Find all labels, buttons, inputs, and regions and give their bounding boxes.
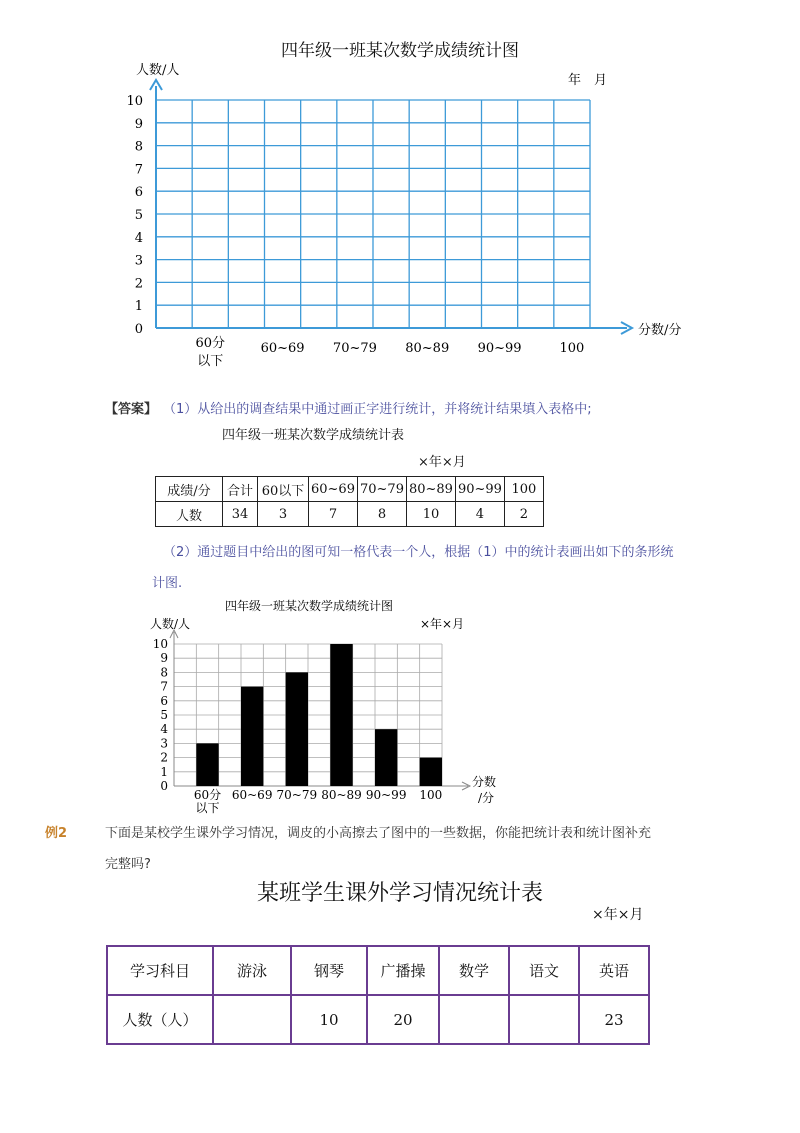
table-cell: 8 xyxy=(357,502,406,527)
y-tick-label: 4 xyxy=(134,230,143,246)
table-cell: 语文 xyxy=(509,946,579,995)
table-cell: 7 xyxy=(309,502,358,527)
y-tick-label: 3 xyxy=(160,736,168,751)
x-tick-label: 90~99 xyxy=(477,341,522,356)
table-cell: 成绩/分 xyxy=(156,477,223,502)
table-cell: 合计 xyxy=(223,477,258,502)
x-tick-label: 100 xyxy=(419,788,443,802)
x-tick-label: 70~79 xyxy=(276,788,318,802)
activity-table-header-row xyxy=(107,946,649,995)
table-cell: 2 xyxy=(504,502,543,527)
y-tick-label: 5 xyxy=(134,208,143,223)
bar-6 xyxy=(420,758,442,786)
example-text-2: 完整吗? xyxy=(105,857,151,872)
y-tick-label: 8 xyxy=(134,139,143,155)
x-tick-label: 80~89 xyxy=(321,788,362,802)
x-tick-label: 60~69 xyxy=(260,341,305,356)
y-tick-label: 4 xyxy=(160,722,168,737)
example-label: 例2 xyxy=(45,826,68,841)
table-cell: 80~89 xyxy=(406,477,455,502)
y-tick-label: 6 xyxy=(134,185,143,201)
table-cell: 人数 xyxy=(156,502,223,527)
table-cell: 游泳 xyxy=(213,946,291,995)
chart1-title: 四年级一班某次数学成绩统计图 xyxy=(281,41,519,61)
y-tick-label: 5 xyxy=(160,708,168,722)
bar-5 xyxy=(375,729,397,786)
table-cell xyxy=(213,995,291,1044)
answer-text-2a: （2）通过题目中给出的图可知一格代表一个人，根据（1）中的统计表画出如下的条形统 xyxy=(163,545,674,560)
activity-table-date: ×年×月 xyxy=(592,907,644,923)
bar-1 xyxy=(196,743,218,786)
table-cell: 数学 xyxy=(439,946,509,995)
activity-table xyxy=(106,945,650,1045)
table-cell: 英语 xyxy=(579,946,649,995)
activity-table-data-row xyxy=(107,995,649,1044)
y-tick-label: 2 xyxy=(160,750,168,765)
table-cell: 钢琴 xyxy=(291,946,367,995)
example-text-1: 下面是某校学生课外学习情况，调皮的小高擦去了图中的一些数据，你能把统计表和统计图补充 xyxy=(105,826,652,841)
answer-text-2b: 计图. xyxy=(152,576,183,591)
table-cell: 20 xyxy=(367,995,439,1044)
y-tick-label: 0 xyxy=(160,779,168,793)
x-tick-label: 100 xyxy=(559,341,585,356)
bar-3 xyxy=(286,672,308,786)
activity-table-title: 某班学生课外学习情况统计表 xyxy=(256,881,543,906)
x-tick-label: 80~89 xyxy=(405,341,450,356)
table-cell: 10 xyxy=(406,502,455,527)
x-axis-label: 分数 xyxy=(472,775,497,789)
y-tick-label: 7 xyxy=(160,679,168,694)
y-tick-label: 1 xyxy=(134,299,143,315)
table-cell: 60以下 xyxy=(258,477,309,502)
y-tick-label: 9 xyxy=(160,651,168,666)
y-tick-label: 3 xyxy=(134,253,143,269)
table-cell: 23 xyxy=(579,995,649,1044)
x-tick-label: 以下 xyxy=(195,801,220,815)
y-tick-label: 6 xyxy=(160,693,168,708)
y-tick-label: 10 xyxy=(126,94,143,109)
table-cell: 100 xyxy=(504,477,543,502)
x-axis-label: 分数/分 xyxy=(638,323,682,338)
table-cell: 广播操 xyxy=(367,946,439,995)
table-cell xyxy=(509,995,579,1044)
y-tick-label: 0 xyxy=(134,322,143,337)
x-tick-label: 60分 xyxy=(193,788,222,802)
x-tick-label: 70~79 xyxy=(332,341,377,356)
chart-date: 年 月 xyxy=(568,73,608,88)
table-cell: 60~69 xyxy=(309,477,358,502)
answer-text-1: （1）从给出的调查结果中通过画正字进行统计，并将统计结果填入表格中; xyxy=(163,402,592,417)
score-table-date: ×年×月 xyxy=(418,455,466,470)
bar-4 xyxy=(330,644,352,786)
table-cell: 4 xyxy=(455,502,504,527)
chart-date: ×年×月 xyxy=(420,617,465,631)
x-tick-label: 60分 xyxy=(195,336,226,351)
table-cell: 70~79 xyxy=(357,477,406,502)
table-cell: 3 xyxy=(258,502,309,527)
bar-2 xyxy=(241,687,263,786)
table-cell: 人数（人） xyxy=(107,995,213,1044)
chart2-title: 四年级一班某次数学成绩统计图 xyxy=(225,599,394,613)
table-cell: 90~99 xyxy=(455,477,504,502)
y-tick-label: 2 xyxy=(134,276,143,292)
table-cell: 34 xyxy=(223,502,258,527)
y-axis-label: 人数/人 xyxy=(136,63,180,78)
x-tick-label: 60~69 xyxy=(231,788,273,802)
x-tick-label: 90~99 xyxy=(365,788,407,802)
table-cell: 10 xyxy=(291,995,367,1044)
score-table-title: 四年级一班某次数学成绩统计表 xyxy=(222,428,405,443)
x-axis-label: /分 xyxy=(478,791,495,805)
table-cell xyxy=(439,995,509,1044)
x-tick-label: 以下 xyxy=(197,354,224,369)
table-cell: 学习科目 xyxy=(107,946,213,995)
y-axis-label: 人数/人 xyxy=(150,617,191,631)
y-tick-label: 9 xyxy=(134,116,143,132)
y-tick-label: 1 xyxy=(160,764,168,779)
y-tick-label: 10 xyxy=(152,637,168,651)
y-tick-label: 8 xyxy=(160,665,168,680)
y-tick-label: 7 xyxy=(134,162,143,178)
answer-label: 【答案】 xyxy=(105,402,158,417)
